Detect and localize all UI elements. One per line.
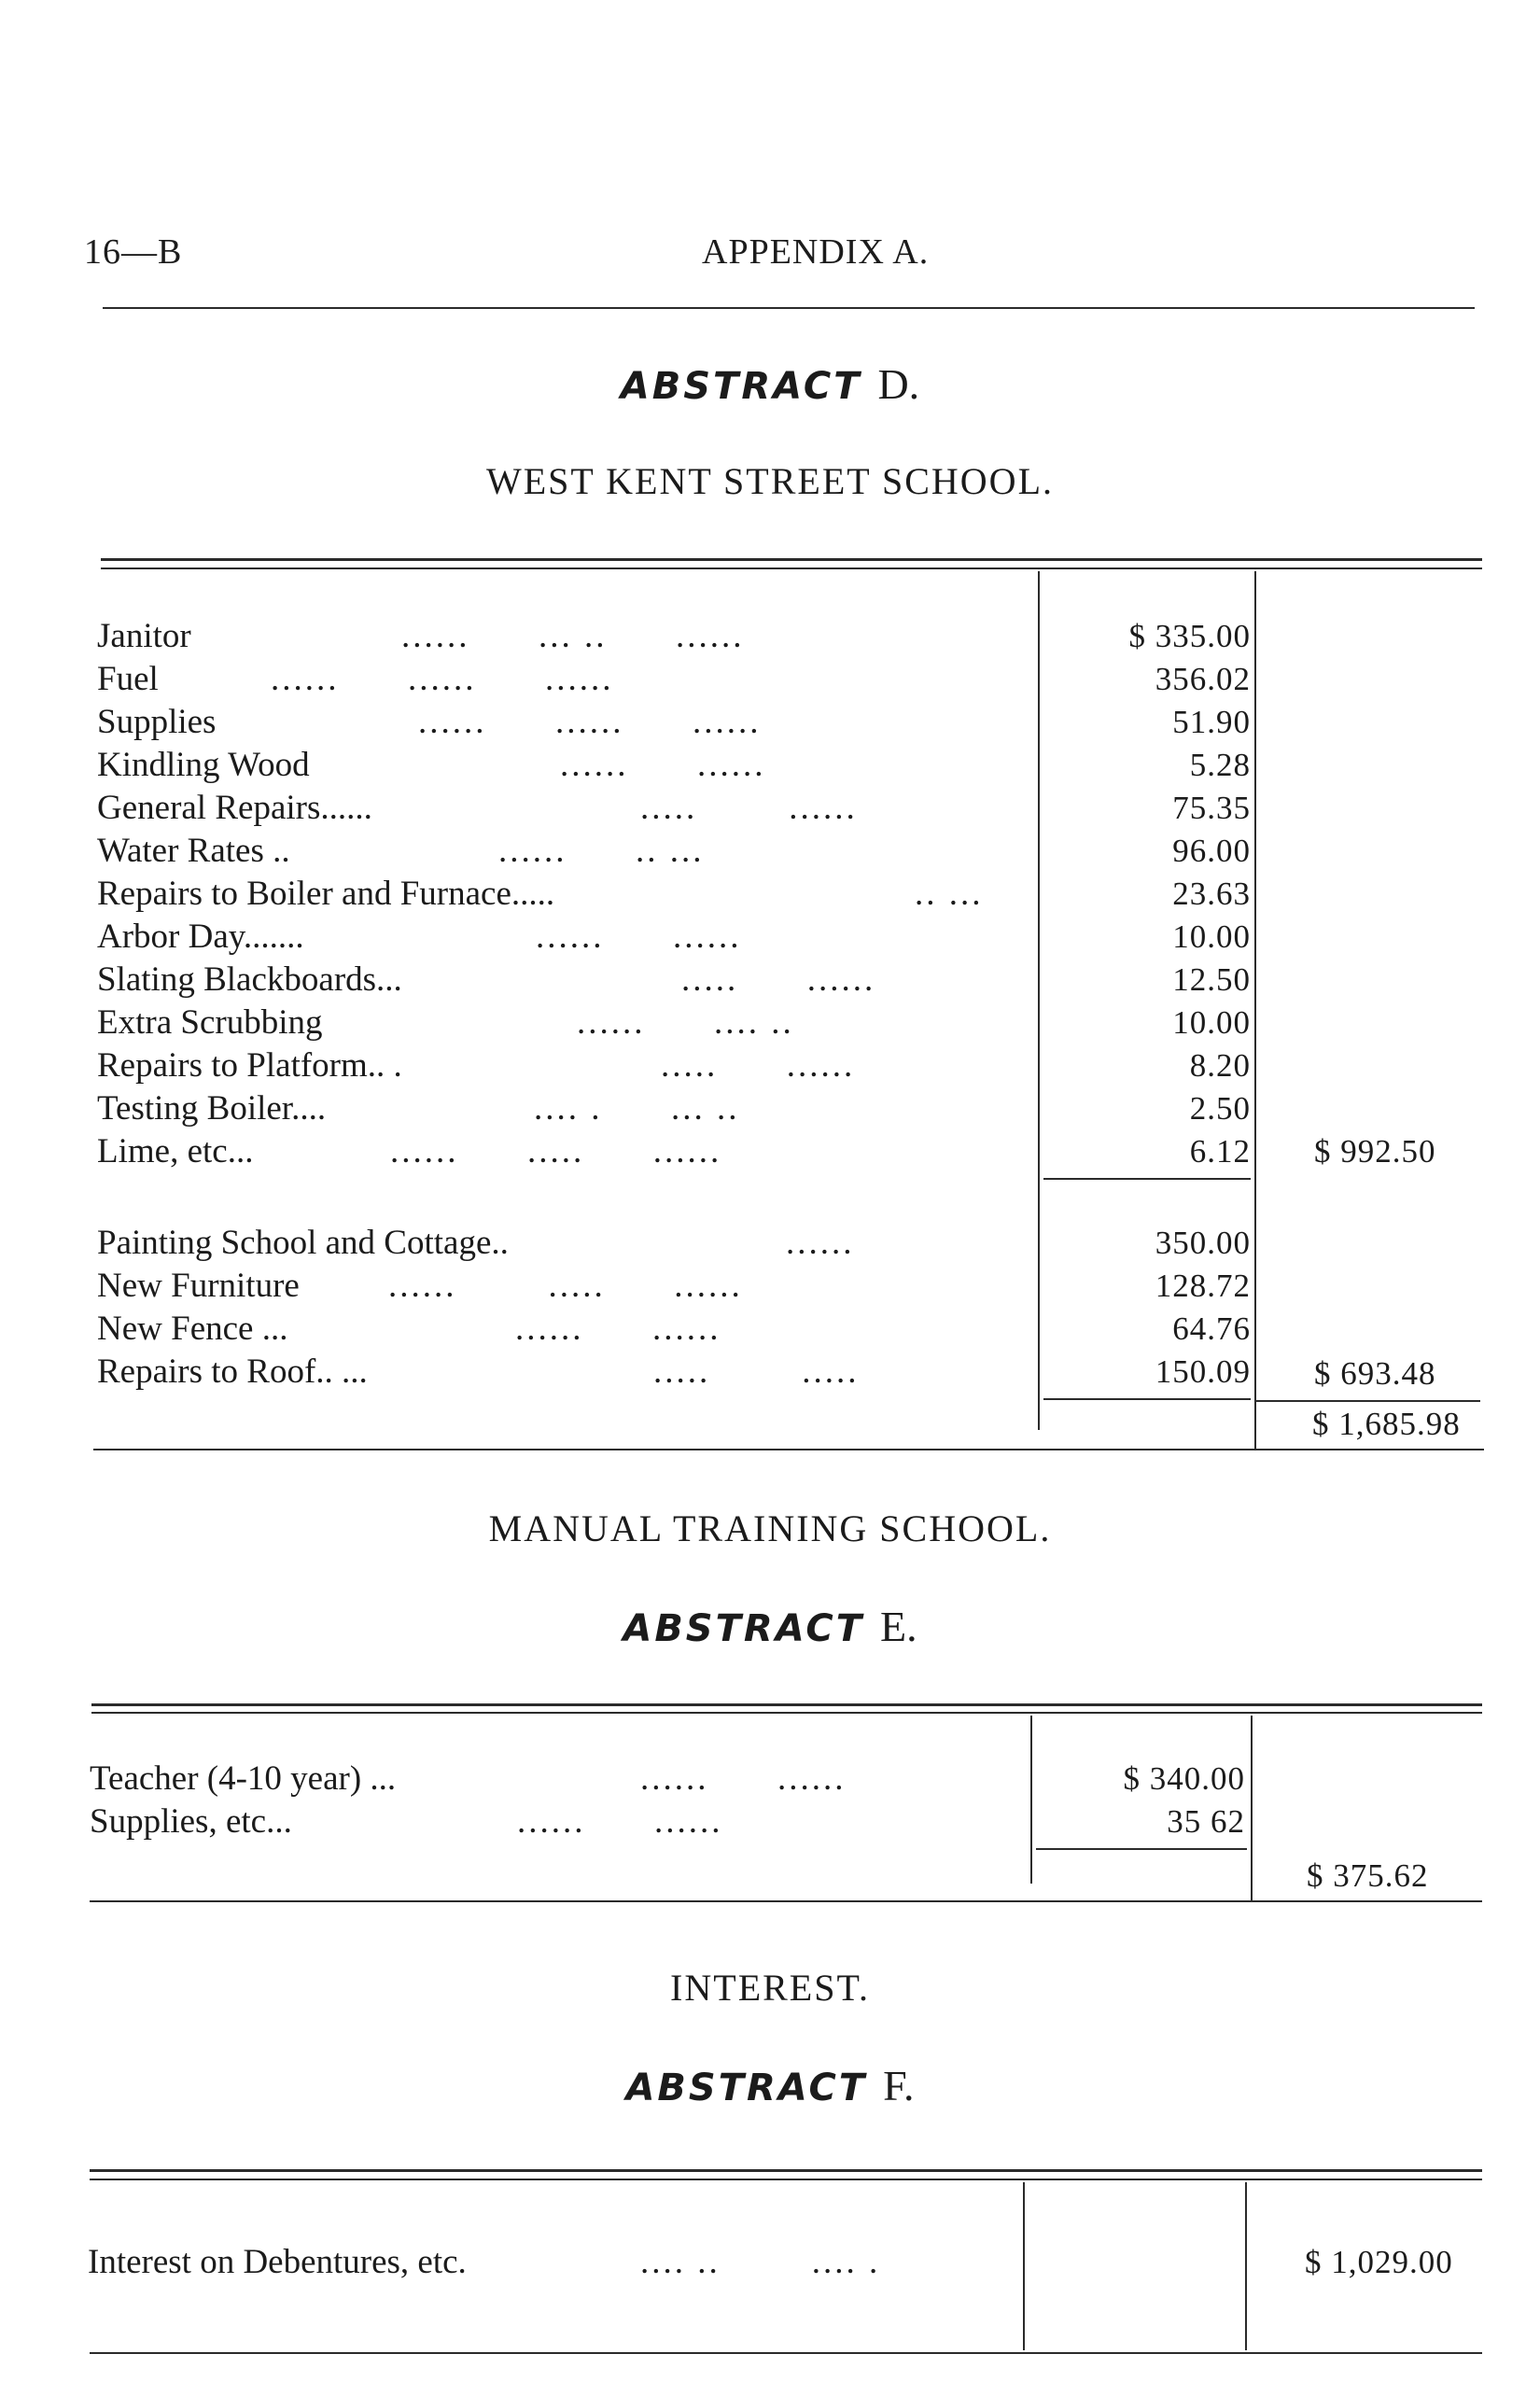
row-label: Repairs to Boiler and Furnace..... xyxy=(97,875,555,913)
row-label: Lime, etc... xyxy=(97,1132,254,1170)
abstract-f-letter: F. xyxy=(883,2062,915,2109)
abstract-f-col-rule-2 xyxy=(1245,2182,1247,2350)
abstract-e-bottom-rule xyxy=(90,1900,1482,1902)
abstract-d-school: WEST KENT STREET SCHOOL. xyxy=(485,460,1055,502)
leader-dots: ..... ...... xyxy=(681,960,876,999)
grand-total-rule xyxy=(1256,1400,1480,1402)
abstract-f-section: INTEREST. xyxy=(670,1967,870,2009)
leader-dots: ...... ...... xyxy=(640,1759,847,1798)
row-amount: 96.00 xyxy=(1172,833,1251,869)
leader-dots: .. ... xyxy=(915,875,984,913)
abstract-d-col-rule-1 xyxy=(1038,571,1040,1430)
abstract-d-title xyxy=(0,359,1540,409)
row-amount: 23.63 xyxy=(1172,876,1251,912)
row-label: Supplies, etc... xyxy=(90,1802,292,1841)
row-label: Testing Boiler.... xyxy=(97,1089,327,1128)
abstract-e-title xyxy=(0,1602,1540,1651)
leader-dots: ...... ...... ...... xyxy=(418,703,762,741)
abstract-e-top-rule-1 xyxy=(91,1703,1482,1706)
row-amount: 12.50 xyxy=(1172,961,1251,998)
abstract-f-total: $ 1,029.00 xyxy=(1305,2244,1453,2280)
abstract-f-top-rule-2 xyxy=(90,2179,1482,2180)
leader-dots: ...... xyxy=(786,1224,855,1262)
abstract-f-title xyxy=(0,2061,1540,2110)
group1-total: $ 992.50 xyxy=(1314,1133,1436,1170)
group2-total: $ 693.48 xyxy=(1314,1355,1436,1392)
row-label: Slating Blackboards... xyxy=(97,960,402,999)
abstract-e-col-rule-1 xyxy=(1030,1716,1032,1884)
abstract-d-word: ABSTRACT xyxy=(620,365,862,408)
row-label: Water Rates .. xyxy=(97,832,290,870)
leader-dots: ...... ...... xyxy=(560,746,766,784)
row-label: Painting School and Cottage.. xyxy=(97,1224,509,1262)
abstract-d-bottom-rule xyxy=(93,1449,1484,1450)
row-amount: 10.00 xyxy=(1172,1004,1251,1041)
abstract-e-col-rule-2 xyxy=(1251,1716,1253,1902)
leader-dots: ...... ..... ...... xyxy=(388,1267,743,1305)
row-amount: 150.09 xyxy=(1155,1353,1251,1390)
row-amount: 75.35 xyxy=(1172,790,1251,826)
row-amount: 356.02 xyxy=(1155,661,1251,697)
row-amount: 8.20 xyxy=(1189,1047,1251,1084)
row-label: Kindling Wood xyxy=(97,746,310,784)
row-label: Interest on Debentures, etc. xyxy=(88,2243,467,2281)
row-label: Fuel xyxy=(97,660,159,698)
leader-dots: ...... ...... xyxy=(536,918,742,956)
row-amount: 6.12 xyxy=(1189,1133,1251,1170)
abstract-f-top-rule-1 xyxy=(90,2169,1482,2172)
row-amount: 2.50 xyxy=(1189,1090,1251,1127)
abstract-d-top-rule-1 xyxy=(101,558,1482,561)
abstract-e-subtotal-rule xyxy=(1036,1848,1247,1850)
row-amount: 35 62 xyxy=(1167,1803,1245,1840)
row-label: General Repairs...... xyxy=(97,789,372,827)
abstract-f-bottom-rule xyxy=(90,2352,1482,2354)
leader-dots: ...... ..... ...... xyxy=(390,1132,722,1170)
leader-dots: ...... ... .. ...... xyxy=(401,617,745,655)
leader-dots: ...... .. ... xyxy=(498,832,705,870)
grand-total: $ 1,685.98 xyxy=(1312,1406,1461,1442)
row-amount: 51.90 xyxy=(1172,704,1251,740)
row-amount: 128.72 xyxy=(1155,1268,1251,1304)
group2-subtotal-rule xyxy=(1043,1398,1251,1400)
row-amount: $ 340.00 xyxy=(1123,1760,1245,1797)
row-label: Janitor xyxy=(97,617,191,655)
leader-dots: .... . ... .. xyxy=(534,1089,740,1128)
row-label: Arbor Day....... xyxy=(97,918,304,956)
page-number: 16—B xyxy=(84,232,183,272)
abstract-d-letter: D. xyxy=(877,360,920,408)
leader-dots: ...... ...... xyxy=(517,1802,723,1841)
abstract-e-top-rule-2 xyxy=(91,1712,1482,1714)
abstract-e-school: MANUAL TRAINING SCHOOL. xyxy=(488,1507,1052,1549)
abstract-d-col-rule-2 xyxy=(1254,571,1256,1449)
leader-dots: ..... ...... xyxy=(640,789,858,827)
row-label: Teacher (4-10 year) ... xyxy=(90,1759,397,1798)
leader-dots: ...... ...... xyxy=(515,1310,721,1348)
row-amount: 10.00 xyxy=(1172,918,1251,955)
group1-subtotal-rule xyxy=(1043,1178,1251,1180)
abstract-f-word: ABSTRACT xyxy=(625,2067,868,2109)
row-amount: 5.28 xyxy=(1189,747,1251,783)
abstract-e-letter: E. xyxy=(880,1603,917,1650)
row-label: Extra Scrubbing xyxy=(97,1003,323,1042)
leader-dots: ..... ..... xyxy=(653,1352,860,1391)
leader-dots: ...... .... .. xyxy=(577,1003,794,1042)
leader-dots: ...... ...... ...... xyxy=(271,660,614,698)
row-label: Repairs to Roof.. ... xyxy=(97,1352,368,1391)
abstract-e-word: ABSTRACT xyxy=(623,1607,865,1650)
abstract-d-top-rule-2 xyxy=(101,567,1482,569)
header-rule xyxy=(103,307,1475,309)
leader-dots: ..... ...... xyxy=(661,1046,856,1085)
row-label: New Fence ... xyxy=(97,1310,288,1348)
appendix-heading: APPENDIX A. xyxy=(702,232,930,272)
abstract-f-col-rule-1 xyxy=(1023,2182,1025,2350)
row-amount: 64.76 xyxy=(1172,1310,1251,1347)
row-amount: $ 335.00 xyxy=(1128,618,1251,654)
row-label: New Furniture xyxy=(97,1267,300,1305)
row-label: Supplies xyxy=(97,703,217,741)
abstract-e-total: $ 375.62 xyxy=(1307,1857,1429,1894)
row-label: Repairs to Platform.. . xyxy=(97,1046,402,1085)
leader-dots: .... .. .... . xyxy=(640,2243,881,2281)
row-amount: 350.00 xyxy=(1155,1225,1251,1261)
